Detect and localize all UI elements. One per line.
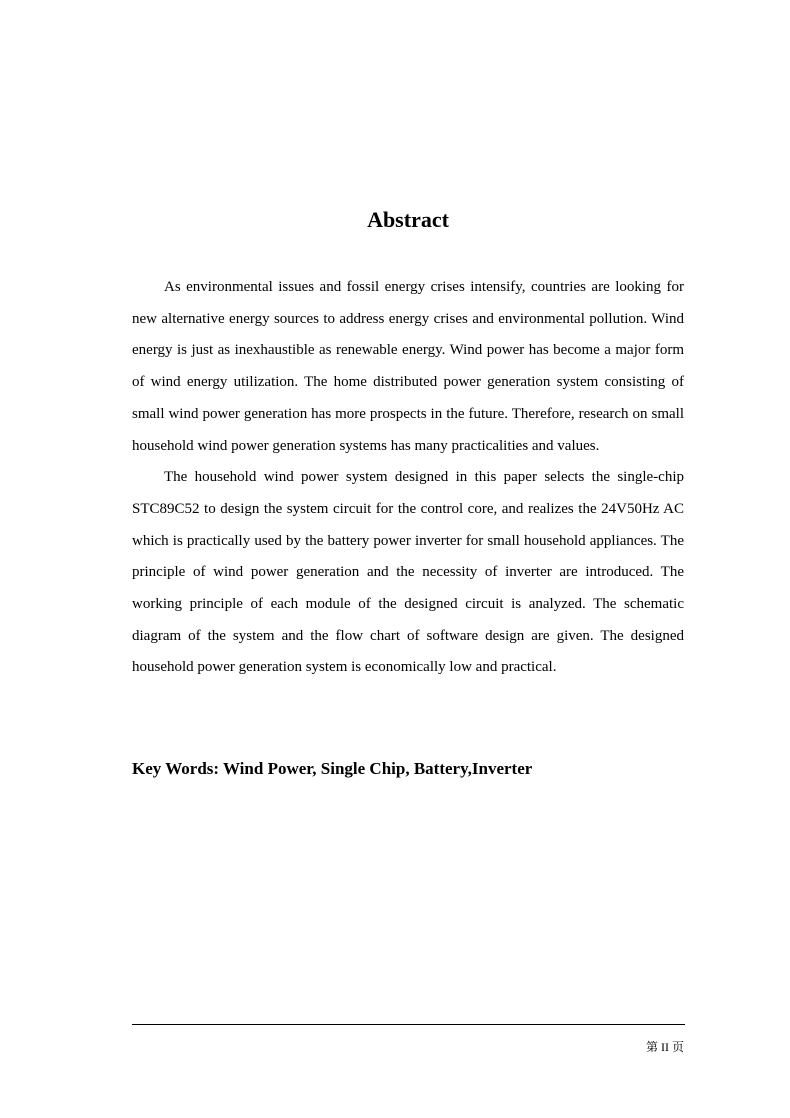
footer-divider bbox=[132, 1024, 685, 1025]
abstract-title: Abstract bbox=[367, 207, 449, 232]
keywords-line: Key Words: Wind Power, Single Chip, Battery,Inverter bbox=[132, 759, 533, 778]
abstract-paragraph-2: The household wind power system designed in this paper selects the single-chip STC89C52 to design the system circuit for the control core, and realizes the 24V50Hz AC which is practically used by the battery power inverter for small household appliances. The principle of wind power generation and the necessity of inverter are introduced. The working principle of each module of the designed circuit is analyzed. The schematic diagram of the system and the flow chart of software design are given. The designed household power generation system is economically low and practical. bbox=[132, 469, 684, 676]
page-number: 第 II 页 bbox=[646, 1040, 684, 1054]
abstract-paragraph-1: As environmental issues and fossil energy crises intensify, countries are looking for new alternative energy sources to address energy crises and environmental pollution. Wind energy is just as inexhaustible as renewable energy. Wind power has become a major form of wind energy utilization. The home distributed power generation system consisting of small wind power generation has more prospects in the future. Therefore, research on small household wind power generation systems has many practicalities and values. bbox=[132, 279, 684, 454]
abstract-body bbox=[132, 272, 684, 684]
